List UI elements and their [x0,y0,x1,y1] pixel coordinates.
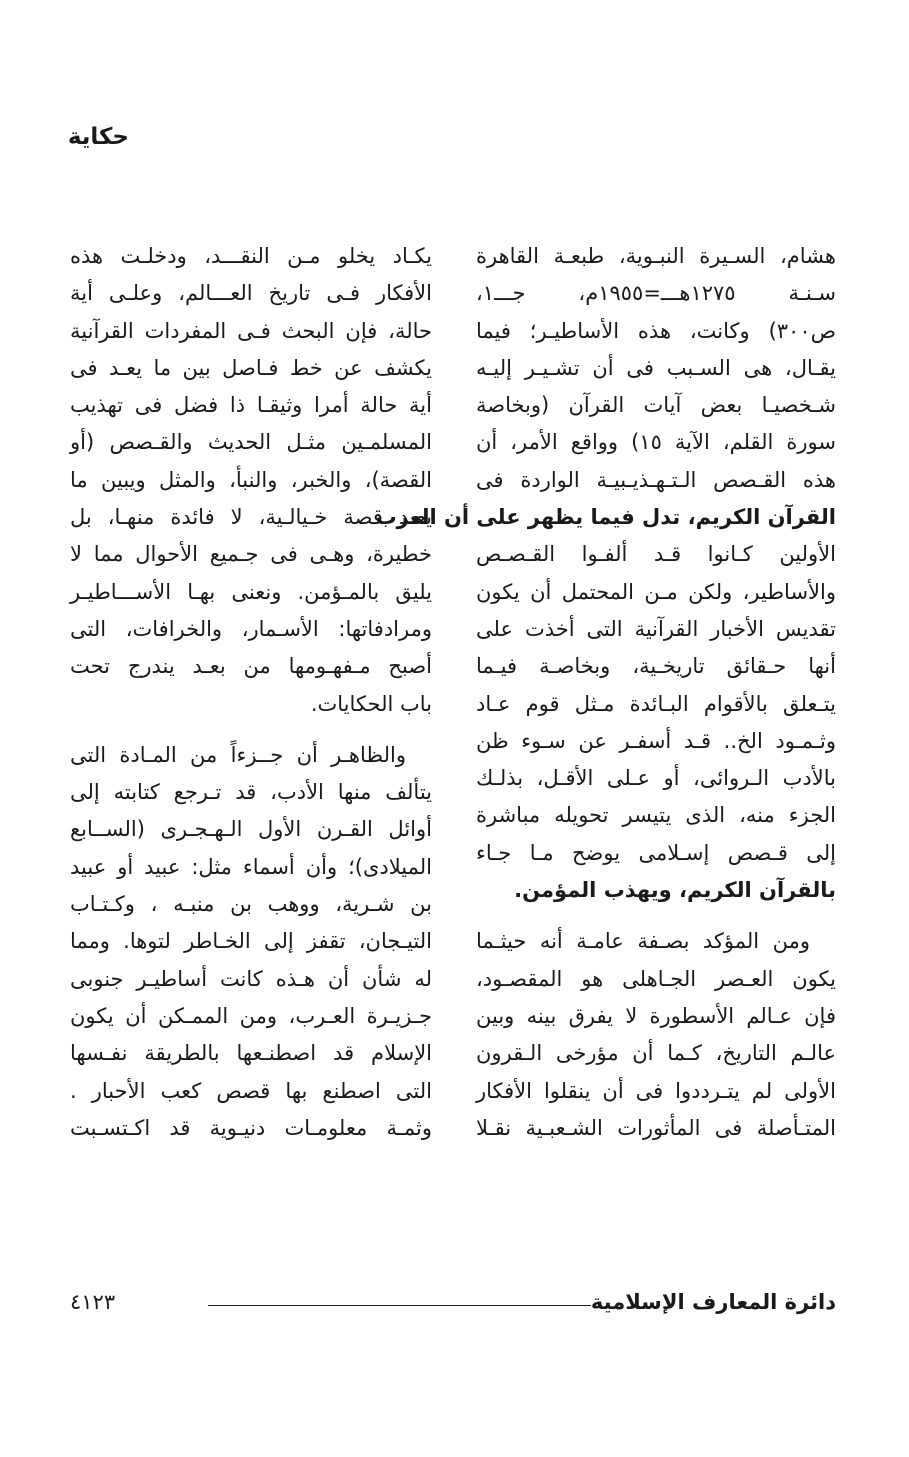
text-line: والظاهـر أن جــزءاً من المـادة التى [70,742,406,767]
footer-publication-title: دائرة المعارف الإسلامية [590,1290,836,1314]
text-line: بالأدب الـروائى، أو عـلى الأقـل، بذلـك [476,766,836,791]
text-line: الأولى لم يتـرددوا فى أن ينقلوا الأفكار [476,1078,836,1103]
text-line: عالـم التاريخ، كـما أن مؤرخى الـقرون [476,1041,836,1066]
page-header-title: حكاية [67,124,129,150]
text-line: وثمـة معلومـات دنيـوية قد اكـتسـبت [70,1115,432,1140]
left-text-column [70,238,432,1147]
text-line: أصبح مـفهـومها من بعـد يندرج تحت [70,654,432,679]
paragraph-gap [476,909,836,923]
text-line: له شأن أن هـذه كانت أساطيـر جنوبى [70,966,432,991]
text-line: أوائل القـرن الأول الـهـجـرى (الســابع [70,817,432,842]
text-line: يتـعلق بالأقوام البـائدة مـثل قوم عـاد [476,691,836,716]
text-line: خطيرة، وهـى فى جـميع الأحوال مما لا [70,542,432,567]
text-line: هشام، السـيرة النبـوية، طبعـة القاهرة [476,244,836,268]
text-line: وثـمـود الخ.. قـد أسفـر عن سـوء ظن [476,728,836,753]
text-line: والأساطير، ولكن مـن المحتمل أن يكون [476,579,836,604]
text-line: الأفكار فـى تاريخ العـــالم، وعلـى أية [70,281,432,306]
page-footer [70,1290,836,1320]
text-line: يليق بالمـؤمن. ونعنى بهـا الأســـاطيـر [70,579,432,604]
text-line: أية حالة أمرا وثيقـا ذا فضل فى تهذيب [70,393,432,418]
text-line: ص٣٠٠) وكانت، هذه الأساطيـر؛ فيما [476,318,836,343]
text-line: ومرادفاتها: الأسـمار، والخرافات، التى [70,616,432,641]
text-line: الأولين كـانوا قـد ألفـوا القـصـص [476,542,836,567]
text-line: الميلادى)؛ وأن أسماء مثل: عبيد أو عبيد [70,854,432,879]
text-line: بالقرآن الكريم، ويهذب المؤمن. [514,878,836,903]
text-line: المسلمـين مثـل الحديث والقـصص (أو [70,430,432,455]
text-line: بن شـرية، ووهب بن منبـه ، وكـتـاب [70,892,432,917]
text-line: التيـجان، تقفز إلى الخـاطر لتوها. ومما [70,929,432,954]
text-line: جـزيـرة العـرب، ومن الممـكن أن يكون [70,1003,432,1028]
text-line: يتألف منها الأدب، قد تـرجع كتابته إلى [70,780,432,805]
text-line: سـنـة ١٢٧٥هـــ=١٩٥٥م، جـــ١، [476,281,836,306]
text-line: القصة)، والخبر، والنبأ، والمثل ويبين ما [70,467,432,492]
text-line: باب الحكايات. [310,691,432,716]
text-line: المتـأصلة فى المأثورات الشـعبـية نقـلا [476,1115,836,1140]
text-line: القرآن الكريم، تدل فيما يظهر على أن العرب [375,505,836,530]
text-line: يعـد قصة خـيالـية، لا فائدة منهـا، بل [70,505,432,530]
text-line: شـخصيـا بعض آيات القرآن (وبخاصة [476,393,836,418]
text-line: فإن عـالم الأسطورة لا يفرق بينه وبين [476,1003,836,1028]
text-line: يكـاد يخلو مـن النقـــد، ودخلـت هذه [70,244,432,268]
text-line: سورة القلم، الآية ١٥) وواقع الأمر، أن [476,430,837,455]
text-line: ومن المؤكد بصـفة عامـة أنه حيثـما [476,929,810,954]
text-line: تقديس الأخبار القرآنية التى أخذت على [476,616,836,641]
text-line: يكشف عن خط فـاصل بين ما يعـد فى [70,355,432,380]
text-line: الجزء منه، الذى يتيسر تحويله مباشرة [476,803,836,828]
text-line: يكون العـصر الجـاهلى هو المقصـود، [476,966,836,991]
text-line: أنها حـقائق تاريخـية، وبخاصـة فيـما [476,654,836,679]
text-line: التى اصطنع بها قصص كعب الأحبار . [70,1078,432,1103]
right-text-column [375,238,837,1147]
text-line: حالة، فإن البحث فـى المفردات القرآنية [70,318,432,343]
footer-divider-line [208,1305,591,1306]
text-line: هذه القـصص الـتـهـذيـبيـة الواردة فى [476,467,836,492]
paragraph-gap [70,723,432,737]
text-line: إلى قـصص إسـلامى يوضح مـا جـاء [476,840,836,865]
text-line: الإسلام قد اصطنـعها بالطريقة نفـسها [70,1041,432,1066]
text-line: يقـال، هى السـبب فى أن تشـيـر إليـه [476,355,836,380]
page-number: ٤١٢٣ [70,1290,116,1314]
